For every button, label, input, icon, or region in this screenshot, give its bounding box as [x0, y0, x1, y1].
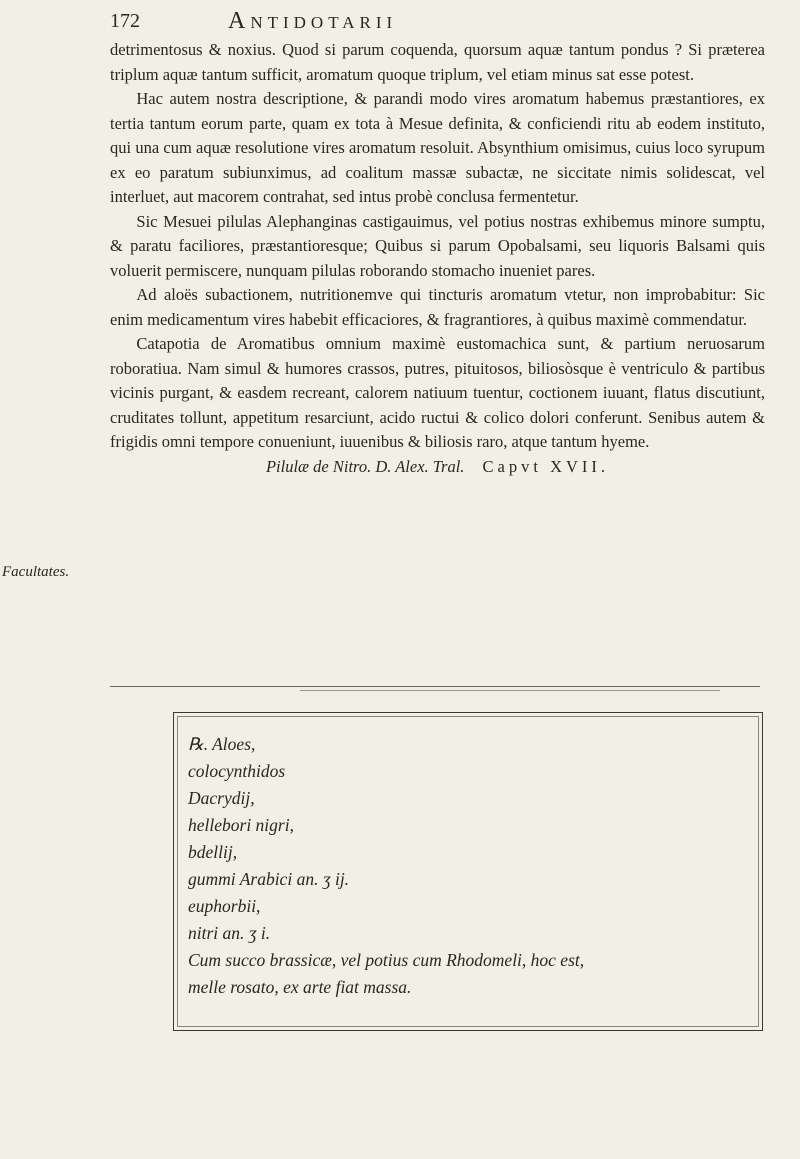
- paragraph: Sic Mesuei pilulas Alephanginas castigauimus, vel potius nostras exhibemus minore sumptu, & paratu faciliores, præstantioresque; Quibus si parum Opobalsami, seu liquoris Balsami quis voluerit permiscere, nunquam pilulas roborando stomacho inueniet pares.: [110, 211, 765, 280]
- recipe-line: nitri an. ʒ i.: [188, 923, 271, 943]
- recipe-line: gummi Arabici an. ʒ ij.: [188, 869, 350, 889]
- recipe-line: ℞. Aloes,: [188, 734, 256, 754]
- recipe-line: euphorbii,: [188, 896, 261, 916]
- paragraph: Hac autem nostra descriptione, & parandi modo vires aromatum habemus præstantiores, ex tertia tantum eorum parte, quam ex tota à Mesue definita, & conficiendi ritu ab eodem instituto, qui una cum aquæ resolutione vires aromatum resoluit. Absynthium omisimus, cuius loco syrupum ex eo paratum subiunximus, ad coalitum massæ subactæ, ne siccitate nimis solidescat, vel interluet, aut macorem contrahat, sed intus probè conclusa fermentetur.: [110, 89, 765, 206]
- recipe-line: bdellij,: [188, 842, 238, 862]
- paragraph: Ad aloës subactionem, nutritionemve qui tincturis aromatum vtetur, non improbabitur: Sic enim medicamentum vires habebit efficaciores, & fragrantiores, à quibus maximè commendatur.: [110, 285, 765, 329]
- recipe-box: [173, 712, 763, 1031]
- margin-note: Facultates.: [2, 564, 70, 580]
- recipe-line: Cum succo brassicæ, vel potius cum Rhodomeli, hoc est,: [188, 950, 585, 970]
- recipe-lines: [188, 731, 748, 1001]
- running-title: Antidotarii: [228, 8, 398, 34]
- divider-rule: [110, 686, 760, 687]
- paragraph: detrimentosus & noxius. Quod si parum coquenda, quorsum aquæ tantum pondus ? Si præterea triplum aquæ tantum sufficit, aromatum quoque triplum, vel etiam minus sat esse potest.: [110, 40, 765, 84]
- chapter-heading: [110, 455, 765, 480]
- paragraph: Catapotia de Aromatibus omnium maximè eustomachica sunt, & partium neruosarum roboratiua. Nam simul & humores crassos, putres, pituitosos, biliosòsque è ventriculo & partibus vicinis purgant, & easdem recreant, calorem natiuum tuentur, coctionem iuuant, flatus discutiunt, cruditates tollunt, appetitum resarciunt, acido ructui & colico dolori conferunt. Senibus autem & frigidis omni tempore conueniunt, iuuenibus & biliosis raro, atque tantum hyeme.: [110, 334, 765, 451]
- page-header: [110, 10, 760, 36]
- recipe-line: Dacrydij,: [188, 788, 255, 808]
- page-number: 172: [110, 10, 140, 32]
- chapter-title: Pilulæ de Nitro. D. Alex. Tral.: [265, 456, 465, 476]
- body-text: [110, 38, 765, 479]
- chapter-number: Capvt XVII.: [482, 456, 610, 476]
- recipe-line: melle rosato, ex arte fiat massa.: [188, 977, 412, 997]
- recipe-line: colocynthidos: [188, 761, 286, 781]
- recipe-line: hellebori nigri,: [188, 815, 294, 835]
- divider-rule: [300, 690, 720, 691]
